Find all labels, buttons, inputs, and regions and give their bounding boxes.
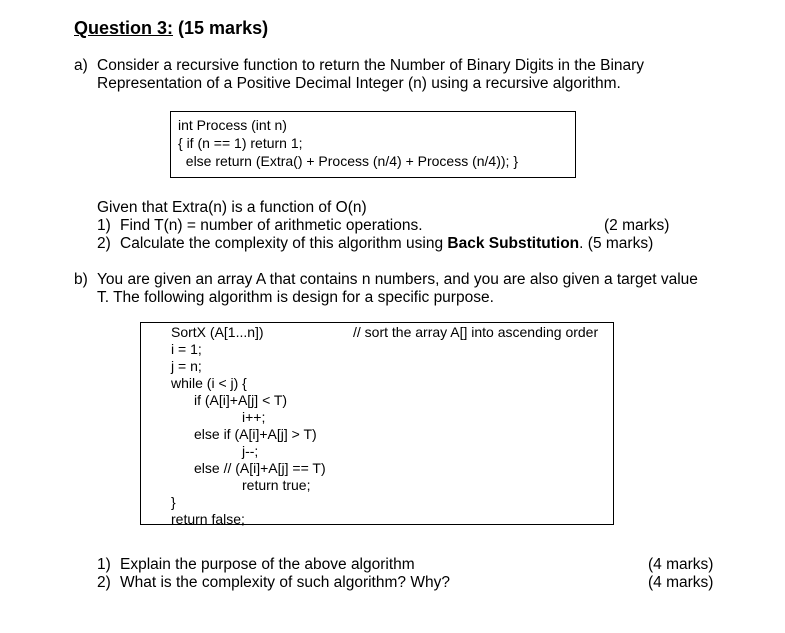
item-marks: (4 marks)	[648, 556, 714, 573]
item-text-start: Calculate the complexity of this algorithm using	[120, 235, 448, 252]
code-box-sortx	[140, 322, 614, 525]
item-marks: (2 marks)	[604, 217, 670, 234]
code-line: i++;	[242, 409, 266, 425]
code-line: else return (Extra() + Process (n/4) + Process (n/4)); }	[178, 153, 518, 169]
code-line: j = n;	[171, 358, 202, 374]
item-number: 1)	[97, 217, 111, 234]
code-line: return true;	[242, 477, 311, 493]
item-number: 1)	[97, 556, 111, 573]
question-title	[74, 18, 268, 39]
code-line: return false;	[171, 511, 245, 527]
code-line: int Process (int n)	[178, 117, 287, 133]
item-text	[120, 235, 653, 253]
part-a-line1: Consider a recursive function to return the Number of Binary Digits in the Binary	[97, 57, 645, 74]
item-text: What is the complexity of such algorithm? Why?	[120, 574, 450, 591]
part-b-line2: T. The following algorithm is design for a specific purpose.	[97, 289, 494, 306]
item-text: Find T(n) = number of arithmetic operations.	[120, 217, 423, 234]
part-b-line1: You are given an array A that contains n numbers, and you are also given a target value	[97, 271, 698, 288]
code-line: SortX (A[1...n])	[171, 324, 264, 340]
code-line: i = 1;	[171, 341, 202, 357]
item-text: Explain the purpose of the above algorithm	[120, 556, 415, 573]
question-label: Question 3:	[74, 18, 174, 38]
code-comment: // sort the array A[] into ascending order	[353, 324, 599, 340]
code-line: }	[171, 494, 176, 510]
item-marks: (5 marks)	[587, 235, 654, 252]
item-text-end: .	[579, 235, 584, 252]
question-marks: (15 marks)	[178, 18, 269, 38]
part-a-letter: a)	[74, 57, 88, 74]
item-marks: (4 marks)	[648, 574, 714, 591]
given-text: Given that Extra(n) is a function of O(n)	[97, 199, 367, 216]
code-line: while (i < j) {	[171, 375, 247, 391]
code-line: { if (n == 1) return 1;	[178, 135, 303, 151]
code-line: else // (A[i]+A[j] == T)	[194, 460, 326, 476]
part-b-letter: b)	[74, 271, 88, 288]
item-text-bold: Back Substitution	[447, 235, 580, 252]
item-number: 2)	[97, 235, 111, 252]
item-number: 2)	[97, 574, 111, 591]
code-line: j--;	[242, 443, 259, 459]
code-line: else if (A[i]+A[j] > T)	[194, 426, 317, 442]
part-a-line2: Representation of a Positive Decimal Integer (n) using a recursive algorithm.	[97, 75, 621, 92]
code-line: if (A[i]+A[j] < T)	[194, 392, 288, 408]
